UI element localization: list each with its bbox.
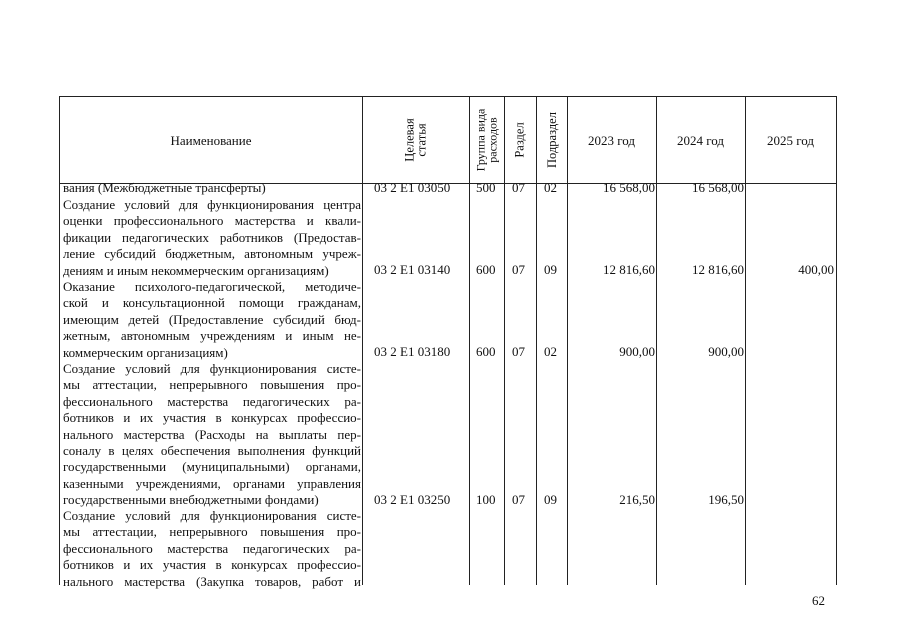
row-desc-line: фессионального мастерства педагогических ра- bbox=[63, 540, 361, 556]
row-target-article: 03 2 E1 03180 bbox=[374, 344, 451, 359]
row-desc-line: Создание условий для функционирования систе- bbox=[63, 361, 361, 376]
row-value-2023: 216,50 bbox=[619, 492, 655, 507]
row-desc-line: Оказание психолого-педагогической, методиче- bbox=[63, 279, 361, 294]
row-desc-line: коммерческим организациям) bbox=[63, 344, 228, 360]
row-value-2023: 16 568,00 bbox=[603, 180, 655, 195]
row-description bbox=[63, 197, 361, 279]
row-desc-line: ской и консультационной помощи гражданам, bbox=[63, 295, 361, 311]
row-expense-group: 600 bbox=[476, 262, 496, 277]
header-target-article bbox=[362, 97, 469, 183]
row-target-article: 03 2 E1 03140 bbox=[374, 262, 451, 277]
row-subsection: 09 bbox=[544, 492, 557, 507]
row-section: 07 bbox=[512, 492, 525, 507]
header-name-label: Наименование bbox=[170, 132, 252, 148]
row-value-2025: 400,00 bbox=[798, 262, 834, 277]
row-description bbox=[63, 508, 361, 590]
row-value-2024: 16 568,00 bbox=[692, 180, 744, 195]
row-description bbox=[63, 361, 361, 509]
header-expense-group bbox=[469, 97, 504, 183]
row-desc-line: вания (Межбюджетные трансферты) bbox=[63, 180, 266, 195]
row-desc-line: мы аттестации, непрерывного повышения про- bbox=[63, 377, 361, 393]
row-value-2023: 900,00 bbox=[619, 344, 655, 359]
header-name bbox=[60, 97, 362, 183]
row-desc-line: имеющим детей (Предоставление субсидий бюд- bbox=[63, 311, 361, 327]
row-section: 07 bbox=[512, 180, 525, 195]
row-subsection: 02 bbox=[544, 344, 557, 359]
row-target-article: 03 2 E1 03050 bbox=[374, 180, 451, 195]
row-description bbox=[63, 279, 361, 361]
row-expense-group: 500 bbox=[476, 180, 496, 195]
row-desc-line: соналу в целях обеспечения выполнения функций bbox=[63, 443, 361, 459]
header-expense-group-line2: расходов bbox=[485, 117, 500, 163]
row-value-2023: 12 816,60 bbox=[603, 262, 655, 277]
header-expense-group-line1: Группа вида bbox=[473, 108, 488, 172]
row-desc-line: жетным, автономным учреждениям и иным не- bbox=[63, 328, 361, 344]
header-target-article-label bbox=[404, 118, 428, 161]
row-section: 07 bbox=[512, 262, 525, 277]
header-section bbox=[504, 97, 536, 183]
row-desc-line: фикации педагогических работников (Предостав- bbox=[63, 229, 361, 245]
header-2025-label: 2025 год bbox=[767, 132, 814, 148]
row-subsection: 02 bbox=[544, 180, 557, 195]
row-desc-line: государственными (муниципальными) органами, bbox=[63, 459, 361, 475]
header-2024 bbox=[656, 97, 745, 183]
header-section-label: Раздел bbox=[513, 122, 528, 158]
row-desc-line: Создание условий для функционирования систе- bbox=[63, 508, 361, 523]
row-desc-line: мы аттестации, непрерывного повышения про- bbox=[63, 524, 361, 540]
row-desc-line: оценки профессионального мастерства и квали- bbox=[63, 213, 361, 229]
budget-table bbox=[59, 96, 837, 589]
row-section: 07 bbox=[512, 344, 525, 359]
header-2025 bbox=[745, 97, 836, 183]
header-target-article-line1: Целевая bbox=[402, 118, 417, 162]
row-desc-line: Создание условий для функционирования центра bbox=[63, 197, 361, 212]
row-expense-group: 600 bbox=[476, 344, 496, 359]
header-2023 bbox=[567, 97, 656, 183]
row-target-article: 03 2 E1 03250 bbox=[374, 492, 451, 507]
header-subsection-label: Подраздел bbox=[544, 112, 559, 168]
page-number: 62 bbox=[812, 593, 825, 608]
row-value-2024: 12 816,60 bbox=[692, 262, 744, 277]
row-value-2024: 196,50 bbox=[708, 492, 744, 507]
row-desc-line: фессионального мастерства педагогических ра- bbox=[63, 393, 361, 409]
row-desc-line: ление субсидий бюджетным, автономным учреж- bbox=[63, 246, 361, 262]
header-2024-label: 2024 год bbox=[677, 132, 724, 148]
row-desc-line: ботников и их участия в конкурсах профессио- bbox=[63, 410, 361, 426]
row-desc-line: государственными внебюджетными фондами) bbox=[63, 492, 319, 508]
row-desc-line: нального мастерства (Закупка товаров, работ и bbox=[63, 573, 361, 589]
row-description bbox=[63, 180, 361, 196]
header-expense-group-label bbox=[475, 109, 499, 172]
header-target-article-line2: статья bbox=[414, 123, 429, 157]
row-subsection: 09 bbox=[544, 262, 557, 277]
row-value-2024: 900,00 bbox=[708, 344, 744, 359]
row-desc-line: дениям и иным некоммерческим организациям) bbox=[63, 262, 329, 278]
row-desc-line: нального мастерства (Расходы на выплаты пер- bbox=[63, 426, 361, 442]
row-expense-group: 100 bbox=[476, 492, 496, 507]
row-desc-line: ботников и их участия в конкурсах профессио- bbox=[63, 557, 361, 573]
header-2023-label: 2023 год bbox=[588, 132, 635, 148]
header-subsection bbox=[536, 97, 567, 183]
row-desc-line: казенными учреждениями, органами управления bbox=[63, 475, 361, 491]
